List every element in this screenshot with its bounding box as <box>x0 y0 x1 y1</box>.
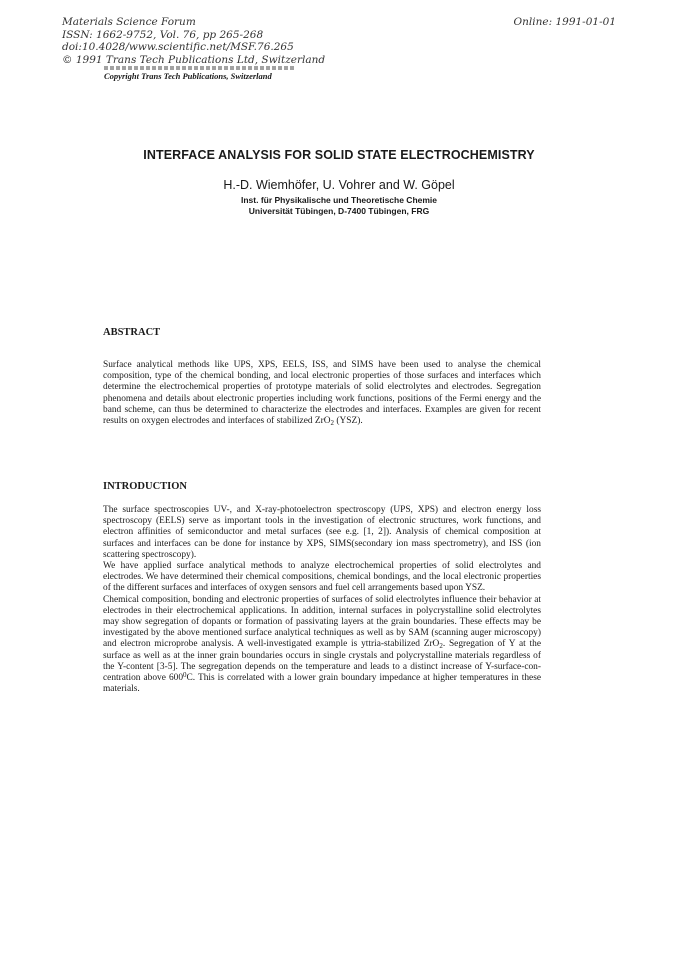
affiliation-block <box>0 195 678 217</box>
abstract-body <box>103 360 541 427</box>
scanned-header-artifact <box>104 66 294 70</box>
copyright-stamp: Copyright Trans Tech Publications, Switzerland <box>104 71 272 81</box>
abstract-paragraph: Surface analytical methods like UPS, XPS, EELS, ISS, and SIMS have been used to analyse the chemical composition, type of the chemical bonding, and local electronic properties of those surfaces and interfaces which determine the electrochemical properties of prototype materials of solid electrolytes and electrodes. Segregation phenomena and details about electronic properties including work functions, positions of the Fermi energy and the band scheme, can thus be determined to characterize the electrodes and interfaces. Examples are given for recent results on oxygen electrodes and interfaces of stabilized ZrO$_2$ (YSZ). <box>103 360 541 428</box>
introduction-body <box>103 505 541 695</box>
affiliation-institute: Inst. für Physikalische und Theoretische Chemie <box>240 195 438 205</box>
doi-link[interactable]: doi:10.4028/www.scientific.net/MSF.76.265 <box>62 41 294 53</box>
intro-paragraph-2: We have applied surface analytical methods to analyze electrochemical properties of solid electrolytes and electrodes. We have determined their chemical compositions, chemical bondings, and the local electronic properties of the different surfaces and interfaces of oxygen sensors and fuel cell arrangements based upon YSZ. <box>103 561 541 594</box>
introduction-heading: INTRODUCTION <box>103 481 188 492</box>
affiliation-university: Universität Tübingen, D-7400 Tübingen, FRG <box>248 206 430 216</box>
journal-header <box>62 16 325 66</box>
intro-paragraph-3: Chemical composition, bonding and electronic properties of surfaces of solid electrolytes influence their behavior at electrodes in their electrochemical applications. In addition, internal surfaces in polycrystalline solid electrolytes may show segregation of dopants or formation of passivating layers at the grain boundaries. These effects may be investigated by the above mentioned surface analytical techniques as well as by SAM (scanning auger microscopy) and electron microprobe analysis. A well-investigated example is yttria-stabilized ZrO$_2$. Segregation of Y at the surface as well as at the inner grain boundaries occurs in single crystals and polycrystalline materials regardless of the Y-content [3-5]. The segregation depends on the temperature and leads to a distinct increase of Y-surface-con-centration above $600^0C$. This is correlated with a lower grain boundary impedance at higher temperatures in these materials. <box>103 594 542 695</box>
intro-paragraph-1: The surface spectroscopies UV-, and X-ray-photoelectron spectroscopy (UPS, XPS) and electron energy loss spectroscopy (EELS) serve as important tools in the investigation of electronic structures, work functions, and electron affinities of semiconductor and metal surfaces (see e.g. [1, 2]). Analysis of chemical composition at surfaces and interfaces can be done for instance by XPS, SIMS(secondary ion mass spectrometry), and ISS (ion scattering spectroscopy). <box>103 505 541 560</box>
abstract-heading: ABSTRACT <box>103 327 161 338</box>
journal-name: Materials Science Forum <box>62 16 196 28</box>
publisher-copyright: © 1991 Trans Tech Publications Ltd, Switzerland <box>62 53 326 66</box>
issn-line: ISSN: 1662-9752, Vol. 76, pp 265-268 <box>62 28 264 41</box>
online-date: Online: 1991-01-01 <box>513 16 616 28</box>
paper-authors: H.-D. Wiemhöfer, U. Vohrer and W. Göpel <box>223 178 455 192</box>
paper-title: INTERFACE ANALYSIS FOR SOLID STATE ELECTROCHEMISTRY <box>143 148 535 162</box>
